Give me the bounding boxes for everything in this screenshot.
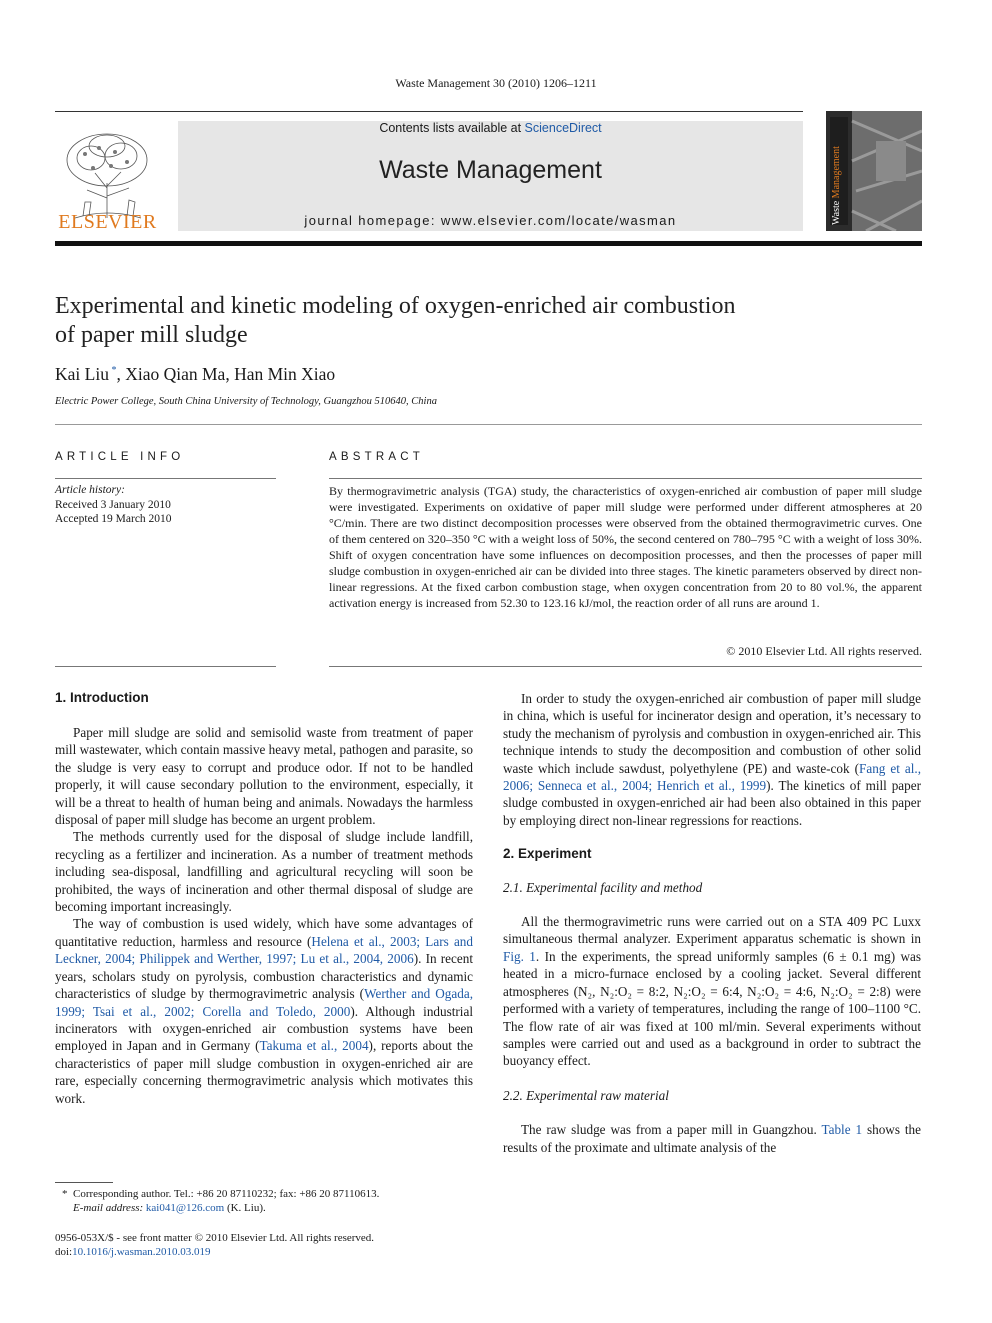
p3-text-b: ). In recent years, scholars study on pyrolysis, combustion characteristics and dynamic characteristics of sludge by thermogravimetric analysis ( [55, 951, 473, 1002]
citation-link-2[interactable]: Werther and Ogada, 1999; Tsai et al., 2002; Corella and Toledo, 2000 [55, 986, 473, 1019]
copyright-notice: © 2010 Elsevier Ltd. All rights reserved. [726, 644, 922, 658]
citation-link-1[interactable]: Helena et al., 2003; Lars and Leckner, 2004; Philippek and Werther, 1997; Lu et al., 2004, 2006 [55, 933, 473, 967]
corresponding-details: Corresponding author. Tel.: +86 20 87110232; fax: +86 20 87110613. [73, 1188, 380, 1200]
contents-prefix: Contents lists available at [379, 121, 525, 135]
abstract-bottom-rule [329, 666, 922, 667]
p5-text-b: . In the experiments, the spread uniformly samples (6 ± 0.1 mg) was heated in a micro-furnace enclosed by a cooling jacket. Several different atmospheres (N₂, N₂:O₂ = 8:2, N₂:O₂ = 6:4, N₂:O₂ = 4:6, N₂:O₂ = 2:8) were performed with a variety of temperatures, including the range of 100–1100 °C. The flow rate of air was fixed at 100 ml/min. Several experiments without samples were carried out and used as a background in order to subtract the buoyancy effect. [503, 948, 922, 1069]
author-kai-liu[interactable]: Kai Liu [55, 364, 109, 384]
intro-paragraph-3 [55, 915, 473, 1106]
title-line-2: of paper mill sludge [55, 322, 248, 348]
p6-text-b: shows the results of the proximate and ultimate analysis of the [503, 1122, 921, 1155]
homepage-url[interactable]: www.elsevier.com/locate/wasman [440, 213, 677, 228]
intro-paragraph-2: The methods currently used for the disposal of sludge include landfill, recycling as a fertilizer and incineration. As a number of treatment methods including sea-disposal, landfilling and agricultural recycling will soon be prohibited, the ways of incineration and other thermal disposal of sludge are becoming important increasingly. [55, 829, 473, 915]
author-list [55, 364, 335, 385]
article-info-heading: ARTICLE INFO [55, 451, 185, 463]
contents-line [178, 121, 803, 135]
header-thick-rule [55, 241, 922, 246]
p3-text-d: ), reports about the characteristics of paper mill sludge combustion in oxygen-enriched air are rare, especially concerning thermogravimetric analysis which motivates this work. [55, 1038, 473, 1106]
section-introduction-heading: 1. Introduction [55, 690, 149, 705]
title-line-1: Experimental and kinetic modeling of oxygen-enriched air combustion [55, 293, 736, 319]
received-date: Received 3 January 2010 [55, 498, 171, 511]
article-info-bottom-rule [55, 666, 276, 667]
experiment-paragraph-2 [503, 1121, 921, 1156]
p4-text-b: ). The kinetics of mill paper sludge combusted in oxygen-enriched air had been also obtained in this paper by employing direct non-linear regressions for reactions. [503, 778, 921, 828]
footnote-mark: * [62, 1188, 68, 1200]
cover-title-management: Management [831, 146, 842, 199]
footnote-rule [55, 1182, 113, 1183]
journal-cover-thumbnail [826, 111, 922, 231]
journal-homepage [178, 213, 803, 228]
citation-link-3[interactable]: Takuma et al., 2004 [259, 1038, 369, 1054]
p5-text-a: All the thermogravimetric runs were carried out on a STA 409 PC Luxx simultaneous thermal analyzer. Experiment apparatus schematic is shown in [503, 914, 921, 947]
doi-link[interactable]: 10.1016/j.wasman.2010.03.019 [72, 1246, 211, 1258]
table-1-link[interactable]: Table 1 [821, 1122, 863, 1138]
introduction-body [55, 724, 473, 1107]
footnote-corresponding [62, 1187, 482, 1215]
p3-text-c: ). Although industrial incinerators with oxygen-enriched air combustion systems have been employed in Japan and in Germany ( [55, 1003, 473, 1054]
subsection-facility-heading: 2.1. Experimental facility and method [503, 879, 703, 895]
cover-title [831, 115, 842, 225]
p4-text-a: In order to study the oxygen-enriched air combustion of paper mill sludge in china, which is useful for incinerator design and operation, it’s necessary to study the mechanism of pyrolysis and combustion in oxygen-enriched air. This technique intends to study the decomposition and combustion of other solid waste which include sawdust, polyethylene (PE) and waste-cok ( [503, 691, 921, 776]
affiliation: Electric Power College, South China University of Technology, Guangzhou 510640, China [55, 396, 437, 407]
elsevier-wordmark: ELSEVIER [58, 211, 157, 233]
article-title [55, 292, 915, 350]
doi-label: doi: [55, 1246, 73, 1258]
front-matter-info [55, 1231, 495, 1259]
subsection-raw-material-heading: 2.2. Experimental raw material [503, 1087, 669, 1103]
abstract-heading: ABSTRACT [329, 451, 424, 463]
history-label: Article history: [55, 484, 125, 496]
homepage-prefix: journal homepage: [304, 213, 441, 228]
journal-citation: Waste Management 30 (2010) 1206–1211 [395, 76, 597, 90]
right-column-body [503, 690, 921, 1156]
title-divider [55, 424, 922, 425]
figure-1-link[interactable]: Fig. 1 [503, 948, 536, 964]
email-link[interactable]: kai041@126.com [145, 1202, 225, 1214]
section-experiment-heading: 2. Experiment [503, 846, 592, 862]
abstract-rule [329, 478, 922, 479]
article-info-rule [55, 478, 276, 479]
header-divider [55, 111, 803, 112]
cover-title-waste: Waste [831, 200, 842, 225]
intro-paragraph-1: Paper mill sludge are solid and semisolid waste from treatment of paper mill wastewater, which contain massive heavy metal, pathogen and parasite, so the sludge is very easy to corrupt and produce odor. If not to be handled properly, it will cause secondary pollution to the environment, especially, it will be a threat to health of human being and animals. Nowadays the harmless disposal of paper mill sludge has become an urgent problem. [55, 725, 473, 828]
email-label: E-mail address: [73, 1202, 144, 1214]
intro-paragraph-4 [503, 690, 921, 829]
journal-name: Waste Management [379, 156, 602, 184]
sciencedirect-link[interactable]: ScienceDirect [524, 121, 602, 135]
p6-text-a: The raw sludge was from a paper mill in Guangzhou. [521, 1122, 822, 1138]
other-authors: , Xiao Qian Ma, Han Min Xiao [116, 364, 336, 384]
article-history [55, 483, 276, 527]
issn-line: 0956-053X/$ - see front matter © 2010 Elsevier Ltd. All rights reserved. [55, 1232, 375, 1244]
email-owner: (K. Liu). [224, 1202, 266, 1214]
citation-link-4[interactable]: Fang et al., 2006; Senneca et al., 2004; Henrich et al., 1999 [503, 760, 921, 794]
corresponding-author-mark[interactable]: * [108, 365, 117, 377]
accepted-date: Accepted 19 March 2010 [55, 513, 172, 525]
abstract-body: By thermogravimetric analysis (TGA) study, the characteristics of oxygen-enriched air combustion of paper mill sludge were investigated. Experiments on oxidative of paper mill sludge were performed under different atmospheres at 20 °C/min. There are two distinct decomposition processes were observed from the obtained thermogravimetric curves. One of them centered on 320–350 °C with a weight loss of 50%, the second centered on 780–795 °C with a weight of loss 30%. Shift of oxygen concentration have some influences on decomposition processes, and then the processes of paper mill sludge combustion in oxygen-enriched air can be divided into three stages. The kinetic parameters observed by direct non-linear regressions. At the fixed carbon combustion stage, when oxygen concentration from 20 to 80 vol.%, the apparent activation energy is increased from 52.30 to 123.16 kJ/mol, the reaction order of all runs are around 1. [329, 484, 922, 610]
experiment-paragraph-1 [503, 913, 921, 1070]
p3-text-a: The way of combustion is used widely, which have some advantages of quantitative reduction, harmless and resource ( [55, 916, 473, 949]
